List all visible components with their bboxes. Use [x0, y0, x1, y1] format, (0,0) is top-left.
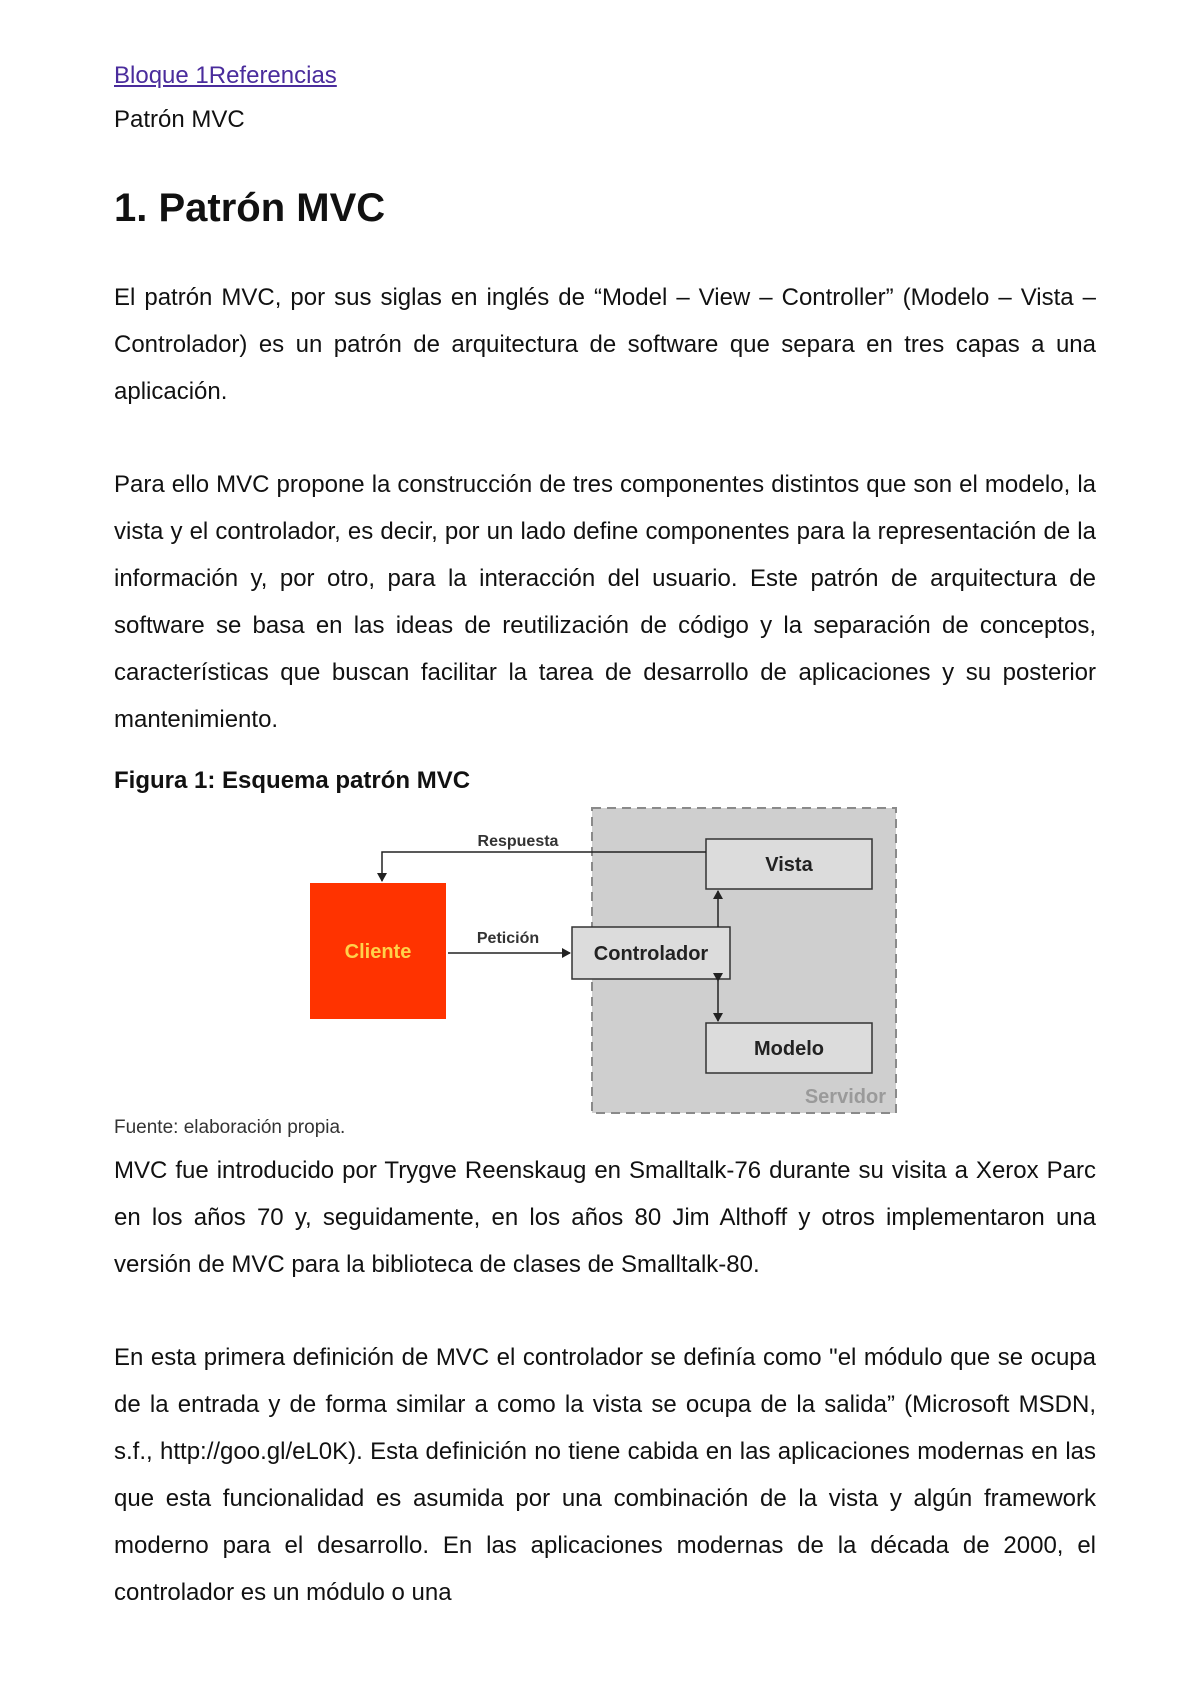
page-title: 1. Patrón MVC	[114, 186, 386, 230]
document-page	[114, 56, 1096, 1616]
paragraph-intro: El patrón MVC, por sus siglas en inglés de “Model – View – Controller” (Modelo – Vista – Controlador) es un patrón de arquitectura de software que separa en tres capas a una aplicación.	[114, 284, 1096, 405]
paragraph-history: MVC fue introducido por Trygve Reenskaug en Smalltalk-76 durante su visita a Xerox Parc en los años 70 y, seguidamente, en los años 80 Jim Althoff y otros implementaron una versión de MVC para la biblioteca de clases de Smalltalk-80.	[114, 1157, 1096, 1278]
paragraph-components: Para ello MVC propone la construcción de tres componentes distintos que son el modelo, la vista y el controlador, es decir, por un lado define componentes para la representación de la información y, por otro, para la interacción del usuario. Este patrón de arquitectura de software se basa en las ideas de reutilización de código y la separación de conceptos, características que buscan facilitar la tarea de desarrollo de aplicaciones y su posterior mantenimiento.	[114, 471, 1096, 733]
peticion-label: Petición	[476, 930, 540, 947]
figure-source: Fuente: elaboración propia.	[114, 1117, 346, 1138]
paragraph-definition: En esta primera definición de MVC el controlador se definía como "el módulo que se ocupa de la entrada y de forma similar a como la vista se ocupa de la salida” (Microsoft MSDN, s.f., http://goo.gl/eL0K). Esta definición no tiene cabida en las aplicaciones modernas en las que esta funcionalidad es asumida por una combinación de la vista y algún framework moderno para el desarrollo. En las aplicaciones modernas de la década de 2000, el controlador es un módulo o una	[114, 1344, 1096, 1606]
modelo-label: Modelo	[754, 1038, 824, 1060]
servidor-label: Servidor	[804, 1086, 886, 1108]
vista-label: Vista	[765, 854, 813, 876]
cliente-label: Cliente	[344, 941, 412, 963]
figure-title: Figura 1: Esquema patrón MVC	[114, 767, 471, 794]
page-subtitle: Patrón MVC	[114, 106, 245, 133]
controlador-label: Controlador	[593, 943, 709, 965]
breadcrumb-link[interactable]: Bloque 1Referencias	[114, 62, 337, 89]
respuesta-label: Respuesta	[477, 833, 559, 850]
mvc-diagram	[114, 797, 1096, 1115]
